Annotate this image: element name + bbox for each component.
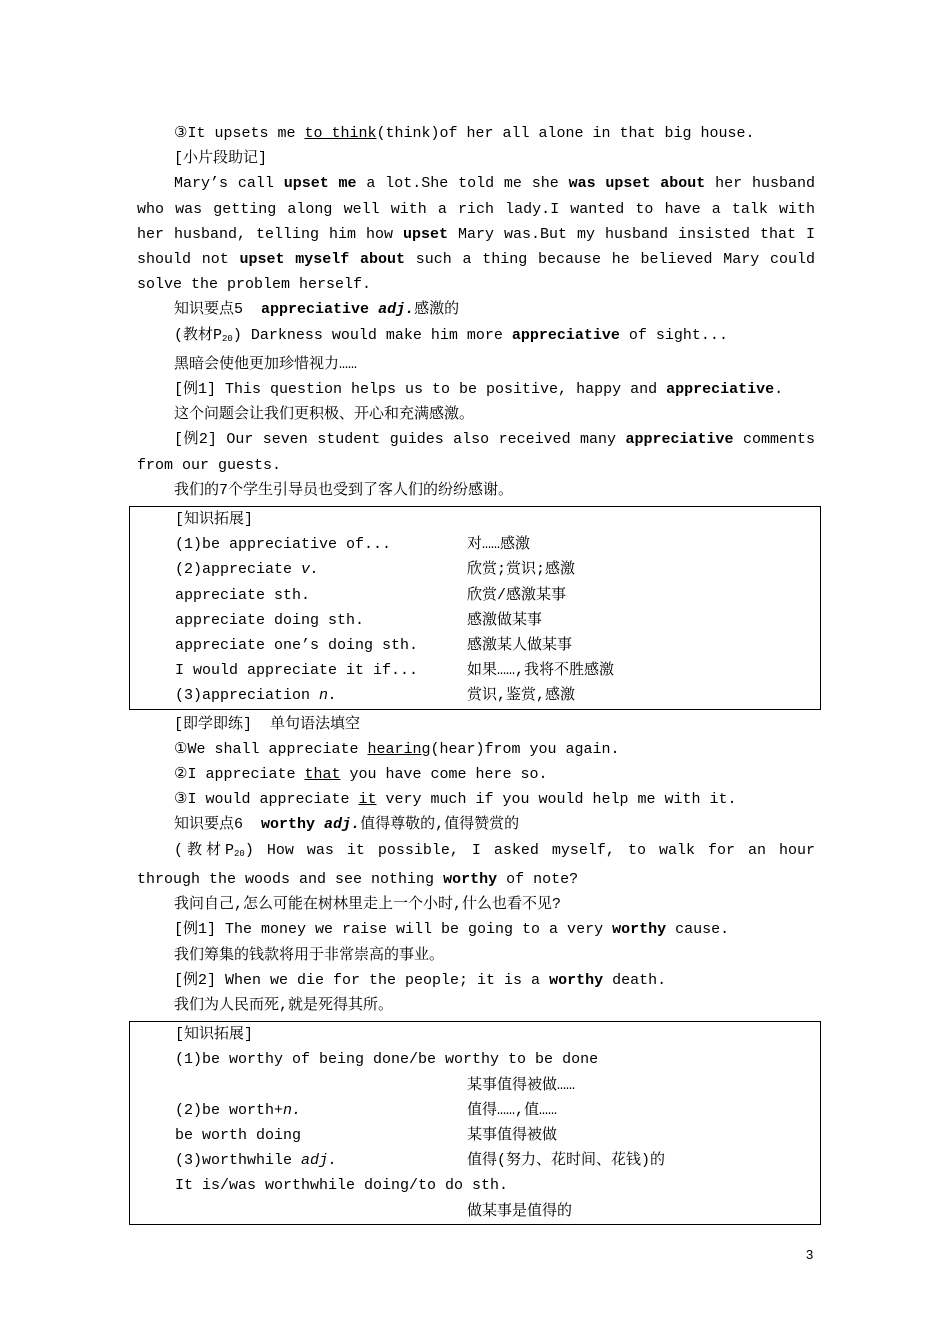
- point5-example-2-translation: 我们的7个学生引导员也受到了客人们的纷纷感谢。: [174, 481, 514, 499]
- box-header: [知识拓展]: [175, 511, 254, 529]
- document-body: [137, 121, 815, 1227]
- point5-textbook-quote: (教材$P_{20}$) Darkness would make him more appreciative of sight...: [174, 326, 728, 344]
- box-row: (3)worthwhile adj. 值得(努力、花时间、花钱)的: [175, 1152, 666, 1170]
- box-header: [知识拓展]: [175, 1026, 254, 1044]
- mnemonic-header: [小片段助记]: [174, 150, 268, 168]
- box-row: It is/was worthwhile doing/to do sth.: [175, 1177, 509, 1195]
- point5-heading: 知识要点5 appreciative adj.感激的: [174, 301, 460, 319]
- mnemonic-paragraph: Mary’s call upset me a lot.She told me she was upset about her husband who was getting along well with a rich lady.I wanted to have a talk with her husband, telling him how upset Mary was.But my husband insisted that I should not upset myself about such a thing because he believed Mary could solve the problem herself.: [137, 175, 816, 294]
- exercise-item-1: ①We shall appreciate hearing(hear)from you again.: [174, 740, 620, 758]
- point5-example-2: [例2] Our seven student guides also received many appreciative comments from our guests.: [137, 431, 816, 474]
- exercise-item-3: ③I would appreciate it very much if you would help me with it.: [174, 791, 737, 809]
- box-row: (3)appreciation n. 赏识,鉴赏,感激: [175, 687, 576, 705]
- point6-textbook-translation: 我问自己,怎么可能在树林里走上一个小时,什么也看不见?: [174, 896, 562, 914]
- exercise-answer: that: [304, 766, 341, 784]
- box-row: (1)be appreciative of... 对……感激: [175, 536, 531, 554]
- knowledge-box-worthy: [129, 1021, 821, 1225]
- knowledge-box-appreciative: [129, 506, 821, 710]
- point5-example-1-translation: 这个问题会让我们更积极、开心和充满感激。: [174, 406, 475, 424]
- box-row-translation: 某事值得被做……: [467, 1076, 576, 1094]
- point6-heading: 知识要点6 worthy adj.值得尊敬的,值得赞赏的: [174, 816, 520, 834]
- box-row: (1)be worthy of being done/be worthy to be done: [175, 1051, 599, 1069]
- box-row: appreciate sth. 欣赏/感激某事: [175, 586, 567, 604]
- practice-item-3: [137, 121, 815, 146]
- page-number: 3: [806, 1247, 814, 1262]
- point5-example-1: [例1] This question helps us to be positive, happy and appreciative.: [174, 381, 784, 399]
- exercise-item-2: ②I appreciate that you have come here so.: [174, 766, 548, 784]
- point6-example-1-translation: 我们筹集的钱款将用于非常崇高的事业。: [174, 946, 445, 964]
- box-row: appreciate one’s doing sth. 感激某人做某事: [175, 637, 573, 655]
- point6-textbook-quote: (教材$P_{20}$) How was it possible, I asked myself, to walk for an hour through the woods and see nothing worthy of note?: [137, 841, 815, 888]
- exercise-answer: it: [358, 791, 377, 809]
- box-row: (2)appreciate v. 欣赏;赏识;感激: [175, 561, 576, 579]
- box-row-translation: 做某事是值得的: [467, 1202, 573, 1220]
- exercise-answer: hearing: [367, 740, 431, 758]
- box-row: be worth doing 某事值得被做: [175, 1126, 558, 1144]
- box-row: (2)be worth+n. 值得……,值……: [175, 1101, 558, 1119]
- point6-example-2-translation: 我们为人民而死,就是死得其所。: [174, 996, 394, 1014]
- exercise-header: [即学即练] 单句语法填空: [174, 715, 361, 733]
- point6-example-2: [例2] When we die for the people; it is a worthy death.: [174, 971, 667, 989]
- practice-answer: to think: [304, 125, 377, 142]
- practice-text: (think)of her all alone in that big house.: [376, 125, 755, 142]
- box-row: I would appreciate it if... 如果……,我将不胜感激: [175, 662, 615, 680]
- practice-text: ③It upsets me: [174, 125, 305, 142]
- box-row: appreciate doing sth. 感激做某事: [175, 611, 543, 629]
- point6-example-1: [例1] The money we raise will be going to a very worthy cause.: [174, 921, 730, 939]
- point5-textbook-translation: 黑暗会使他更加珍惜视力……: [174, 355, 358, 373]
